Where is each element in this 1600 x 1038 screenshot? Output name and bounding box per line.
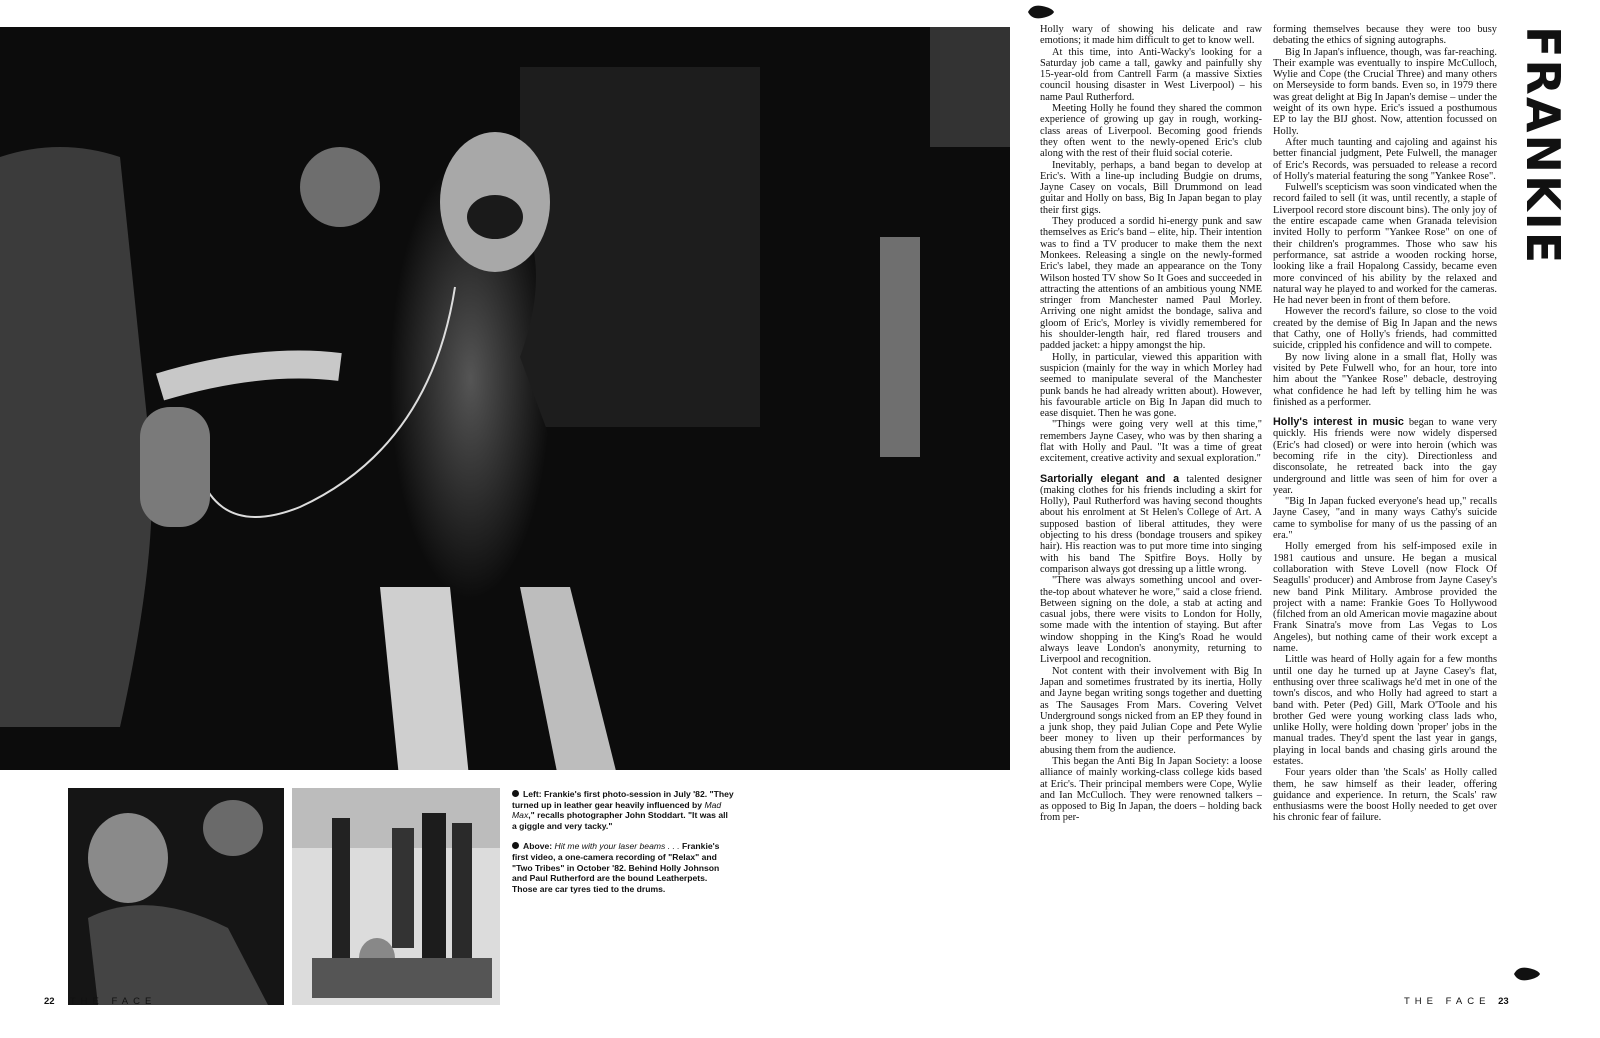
paragraph-text: However the record's failure, so close to the void created by the demise of Big In Japan and the news that Cathy, one of Holly's friends, had committed suicide, crippled his confidence and will to compete. (1273, 306, 1497, 352)
article-column-1 (1040, 24, 1262, 824)
article-paragraph (1273, 306, 1497, 351)
caption-run: ," recalls photographer John Stoddart. "It was all a giggle and very tacky." (512, 810, 728, 831)
caption-run: Mad Max (512, 799, 722, 821)
article-paragraph (1273, 417, 1497, 496)
caption-run: Frankie's first video, a one-camera recording of "Relax" and "Two Tribes" in October '82. Behind Holly Johnson and Paul Rutherford are the bound Leatherpets. Those are car tyres tied to the drums. (512, 841, 720, 894)
paragraph-text: Holly emerged from his self-imposed exile in 1981 cautious and unsure. He began a musical collaboration with Steve Lovell (now Flock Of Seagulls' producer) and Ambrose from Jayne Casey's new band Pink Military. Ambrose provided the project with a name: Frankie Goes To Hollywood (filched from an old American movie magazine about Frank Sinatra's move from Las Vegas to Los Angeles), but nothing came of their work except a name. (1273, 541, 1497, 655)
page-number-right: 23 (1498, 996, 1509, 1007)
paragraph-text: forming themselves because they were too busy debating the ethics of signing autographs. (1273, 24, 1497, 47)
article-paragraph (1273, 137, 1497, 182)
article-paragraph (1040, 474, 1262, 576)
caption-run: Hit me with your laser beams . . . (554, 841, 680, 852)
paragraph-text: "Things were going very well at this time," remembers Jayne Casey, who was by then sharing a flat with Holly and Paul. "It was a time of great excitement, creative activity and sexual exploration." (1040, 419, 1262, 465)
end-marker-icon (1514, 966, 1540, 982)
bullet-icon (512, 790, 519, 797)
caption-left-photo (512, 789, 734, 831)
article-paragraph (1040, 160, 1262, 216)
section-lead-in: Sartorially elegant and a (1040, 472, 1180, 485)
article-paragraph (1040, 666, 1262, 756)
bullet-icon (512, 842, 519, 849)
paragraph-text: Not content with their involvement with Big In Japan and sometimes frustrated by its inertia, Holly and Jayne began writing songs together and duetting as The Sausages From Mars. Covering Velvet Underground songs nicked from an EP they found in a junk shop, they paid Julian Cope and Pete Wylie beer money to liven up their performances by abusing them from the audience. (1040, 665, 1262, 756)
paragraph-text: talented designer (making clothes for his friends including a skirt for Holly), Paul Rutherford was having second thoughts about his enrolment at St Helen's College of Art. A supposed bastion of liberal attitudes, they were objecting to his dress (bondage trousers and spikey hair). His reaction was to put more time into singing with his band The Spitfire Boys. Holly by comparison always got dressing up a little wrong. (1040, 473, 1262, 575)
paragraph-text: They produced a sordid hi-energy punk and saw themselves as Eric's band – elite, hip. Their intention was to find a TV producer to make them the next Monkees. Releasing a single on the newly-formed Eric's label, they made an appearance on the Tony Wilson hosted TV show So It Goes and succeeded in attracting the attentions of an ambitious young NME stringer from Manchester named Paul Morley. Arriving one night amidst the bondage, saliva and gloom of Eric's, Morley is vividly remembered for his shoulder-length hair, red flared trousers and padded jacket: a hippy amongst the hip. (1040, 216, 1262, 352)
article-paragraph (1040, 352, 1262, 420)
page-number-left: 22 (44, 996, 55, 1007)
photo-captions (512, 789, 734, 904)
article-paragraph (1040, 756, 1262, 824)
footer-left (44, 996, 156, 1007)
article-paragraph (1273, 767, 1497, 823)
article-paragraph (1040, 47, 1262, 103)
article-paragraph (1040, 24, 1262, 47)
paragraph-text: began to wane very quickly. His friends were now widely dispersed (Eric's had closed) or were into heroin (which was becoming rife in the city). Directionless and disconsolate, he retreated back into the gay underground and little was seen of him for over a year. (1273, 417, 1497, 496)
article-paragraph (1273, 47, 1497, 137)
paragraph-text: "There was always something uncool and over-the-top about whatever he wore," said a close friend. Between signing on the dole, a stab at acting and casual jobs, there were visits to London for Holly, some made with the intention of staying. But after window shopping in the King's Road he would always leave London's anonymity, returning to Liverpool and recognition. (1040, 575, 1262, 666)
drop-marker-icon (1028, 4, 1054, 20)
article-paragraph (1273, 541, 1497, 654)
paragraph-text: At this time, into Anti-Wacky's looking for a Saturday job came a tall, gawky and painfully shy 15-year-old from Cantrell Farm (a massive Sixties council housing disaster in West Liverpool) – his name Paul Rutherford. (1040, 46, 1262, 103)
article-paragraph (1273, 352, 1497, 408)
article-paragraph (1040, 216, 1262, 352)
article-paragraph (1273, 496, 1497, 541)
caption-run: Left: Frankie's first photo-session in July '82. "They turned up in leather gear heavily influenced by (512, 789, 734, 810)
paragraph-text: "Big In Japan fucked everyone's head up," recalls Jayne Casey, "and in many ways Cathy's suicide came to symbolise for many of us the passing of an era." (1273, 496, 1497, 542)
article-paragraph (1040, 103, 1262, 159)
article-paragraph (1040, 419, 1262, 464)
article-column-2 (1273, 24, 1497, 824)
section-lead-in: Holly's interest in music (1273, 416, 1404, 429)
video-still-image (292, 788, 500, 1005)
paragraph-text: Holly wary of showing his delicate and raw emotions; it made him difficult to get to know well. (1040, 24, 1262, 47)
article-paragraph (1273, 182, 1497, 306)
paragraph-text: Little was heard of Holly again for a few months until one day he turned up at Jayne Casey's flat, enthusing over three scaliwags he'd met in one of the town's discos, and who Holly had agreed to start a band with. Peter (Ped) Gill, Mark O'Toole and his brother Ged were young working class lads who, unlike Holly, were holding down 'proper' jobs in the manual trades. They'd spent the last year in gangs, playing in local bands and chasing girls around the estates. (1273, 654, 1497, 767)
photo-session-image (68, 788, 284, 1005)
paragraph-text: Big In Japan's influence, though, was far-reaching. Their example was eventually to inspire McCulloch, Wylie and Cope (the Crucial Three) and many others on Merseyside to form bands. Even so, in 1979 there was great delight at Big In Japan's demise – under the weight of its own hype. Eric's issued a posthumous EP to lay the BIJ ghost. Now, attention focussed on Holly. (1273, 46, 1497, 137)
footer-right (1404, 996, 1509, 1007)
paragraph-text: After much taunting and cajoling and against his better financial judgment, Pete Fulwell, the manager of Eric's Records, was persuaded to release a record of Holly's material featuring the song "Yankee Rose". (1273, 136, 1497, 182)
paragraph-text: Fulwell's scepticism was soon vindicated when the record failed to sell (it was, until recently, a staple of Liverpool record store discount bins). The only joy of the entire escapade came when Granada television invited Holly to perform "Yankee Rose" on one of their children's programmes. Those who saw his performance, sat astride a wooden rocking horse, looking like a frail Hopalong Cassidy, became even more convinced of his ability by the relaxed and natural way he played to and worked for the cameras. He had never been in front of them before. (1273, 182, 1497, 307)
article-paragraph (1273, 654, 1497, 767)
magazine-name-left: THE FACE (69, 996, 157, 1007)
paragraph-text: Meeting Holly he found they shared the common experience of growing up gay in rough, working-class areas of Liverpool. Becoming good friends they often went to the newly-opened Eric's club along with the rest of their fluid social coterie. (1040, 103, 1262, 160)
paragraph-text: This began the Anti Big In Japan Society: a loose alliance of mainly working-class college kids based at Eric's. Their principal members were Cope, Wylie and Ian McCulloch. They were renowned talkers – as opposed to Big In Japan, the doers – holding back from per- (1040, 756, 1262, 824)
paragraph-text: Four years older than 'the Scals' as Holly called them, he saw himself as their leader, offering guidance and experience. In return, the Scals' raw enthusiasms were the boost Holly needed to get over his chronic fear of failure. (1273, 767, 1497, 824)
article-paragraph (1040, 575, 1262, 665)
paragraph-text: Holly, in particular, viewed this apparition with suspicion (mainly for the way in which Morley had seemed to manipulate several of the Manchester punk bands he had already written about). However, his favourable article on Big In Japan did much to ease disquiet. Then he was gone. (1040, 351, 1262, 420)
caption-0-text (512, 789, 734, 831)
paragraph-text: Inevitably, perhaps, a band began to develop at Eric's. With a line-up including Budgie on drums, Jayne Casey on vocals, Bill Drummond on lead guitar and Holly on bass, Big In Japan began to play their first gigs. (1040, 159, 1262, 216)
frankie-logo: FRANKIE (1516, 26, 1570, 266)
article-paragraph (1273, 24, 1497, 47)
caption-run: Above: (523, 841, 555, 852)
magazine-name-right: THE FACE (1404, 996, 1491, 1007)
caption-1-text (512, 841, 719, 893)
caption-above-photo (512, 841, 734, 894)
main-live-photo (0, 27, 1010, 770)
paragraph-text: By now living alone in a small flat, Holly was visited by Pete Fulwell who, for an hour, tore into him about the "Yankee Rose" debacle, destroying what confidence he had left by telling him he was finished as a performer. (1273, 351, 1497, 408)
